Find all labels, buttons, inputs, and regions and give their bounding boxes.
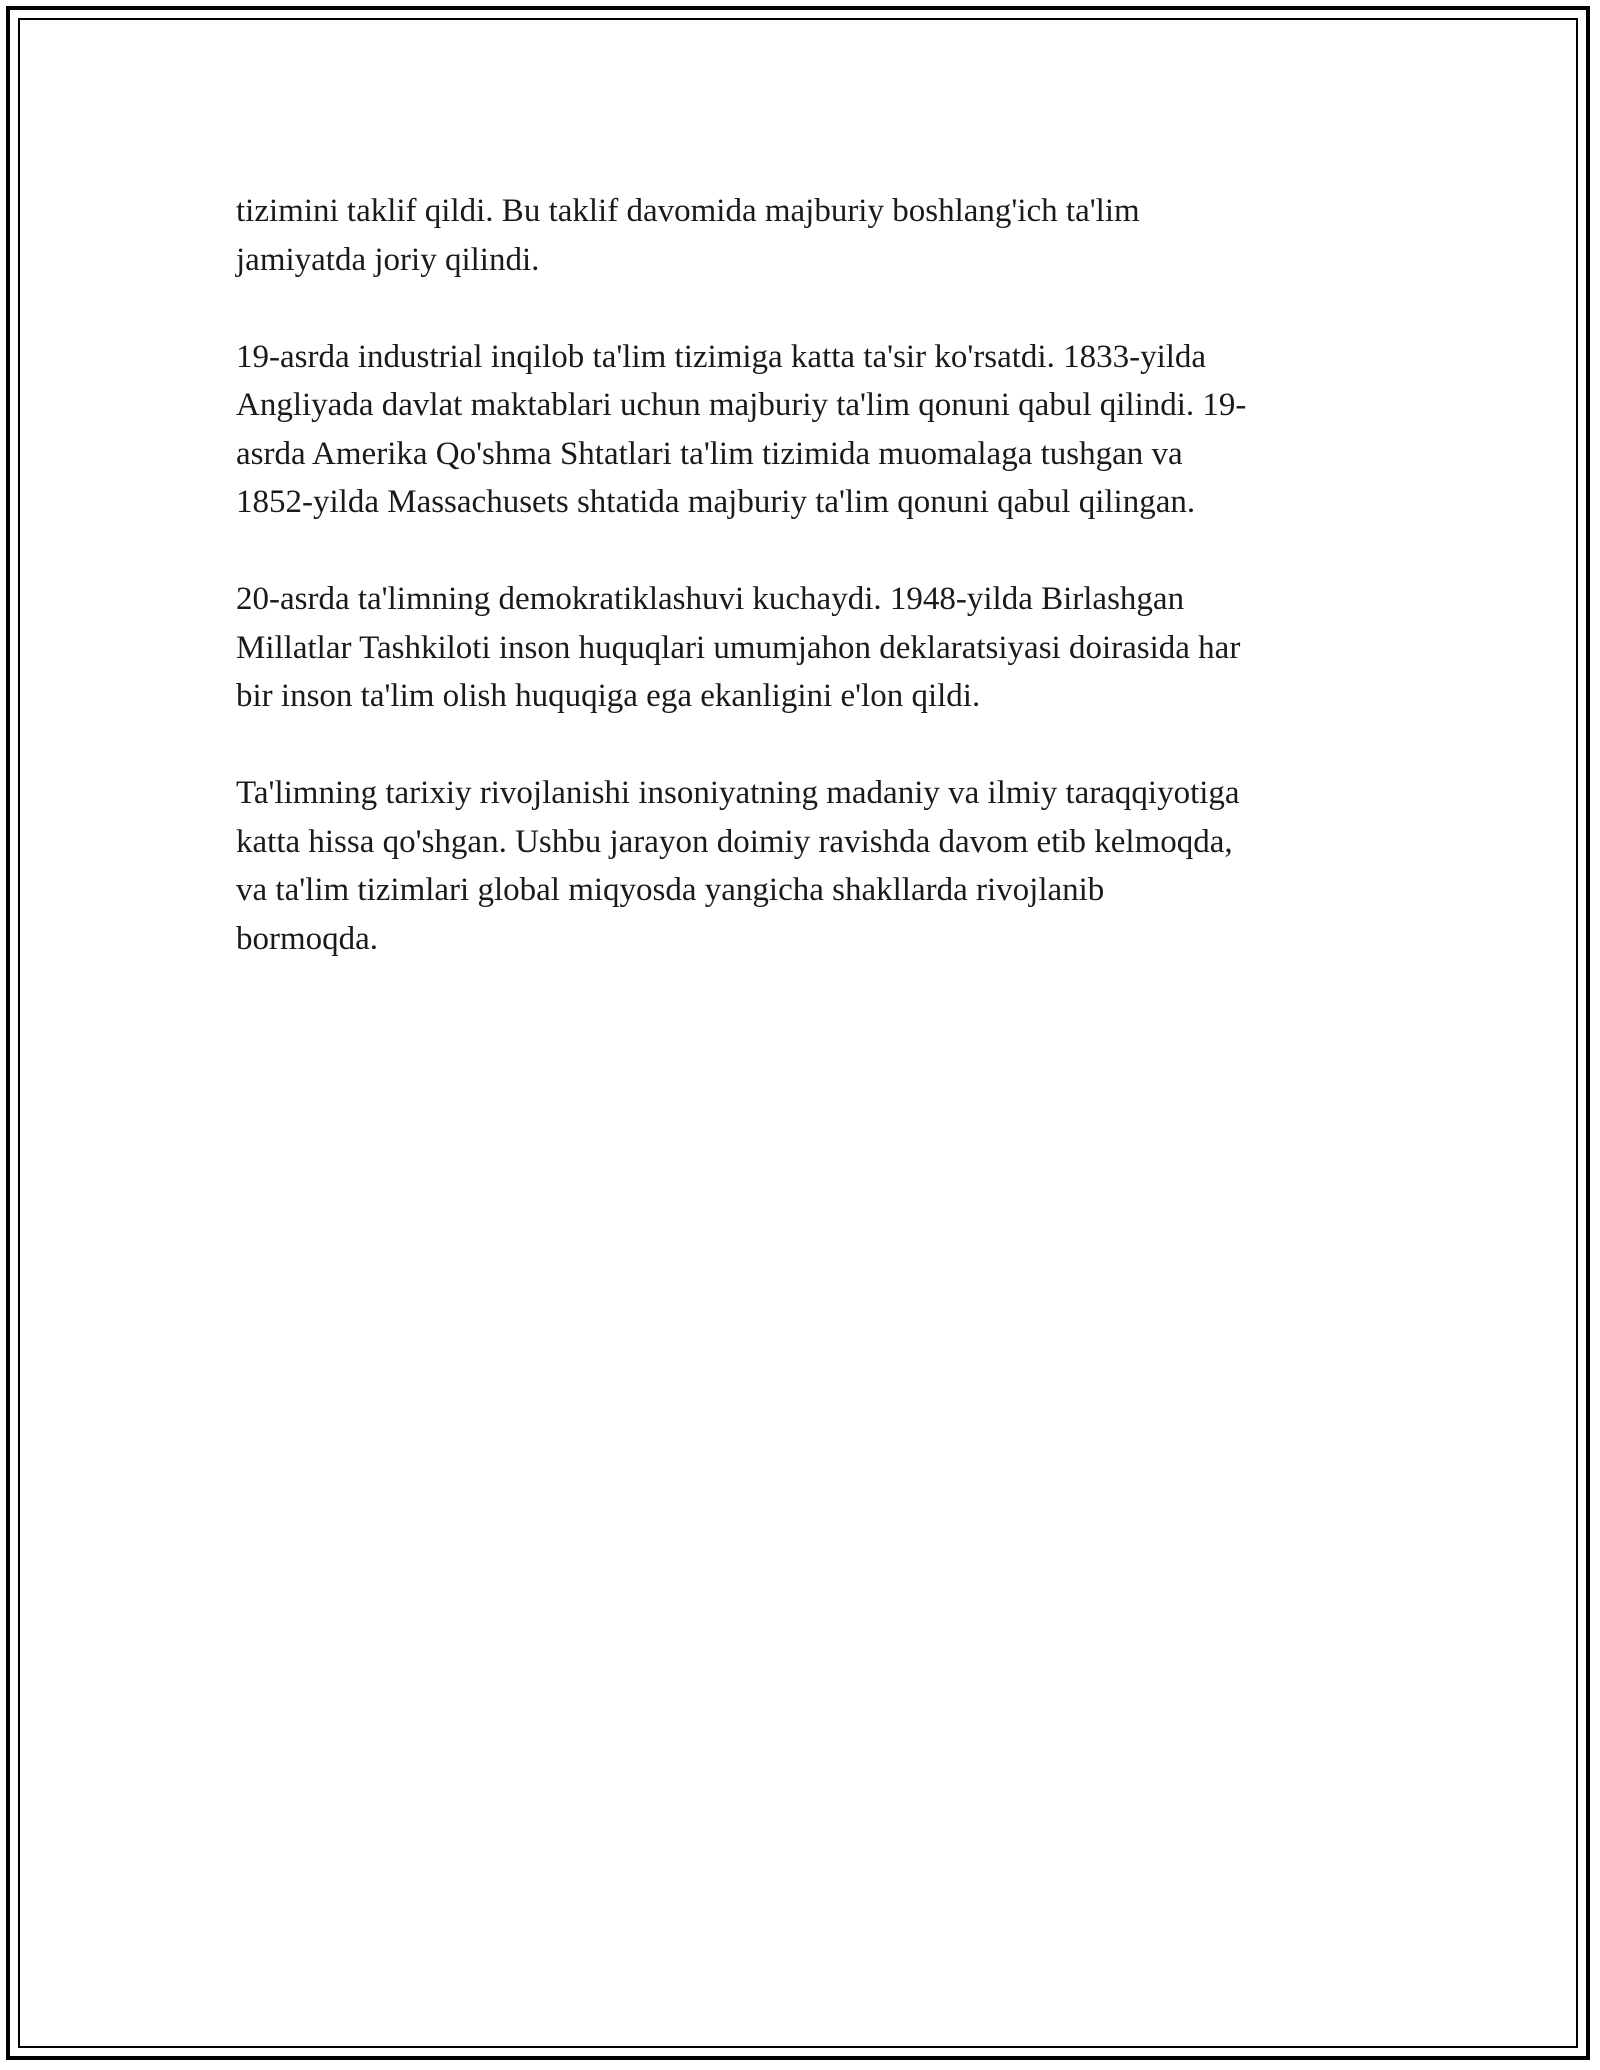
document-body: [236, 187, 1366, 1012]
paragraph-2: 19-asrda industrial inqilob ta'lim tizimiga katta ta'sir ko'rsatdi. 1833-yilda Angliyada davlat maktablari uchun majburiy ta'lim qonuni qabul qilindi. 19- asrda Amerika Qo'shma Shtatlari ta'lim tizimida muomalaga tushgan va 1852-yilda Massachusets shtatida majburiy ta'lim qonuni qabul qilingan.: [236, 338, 1247, 520]
paragraph-3: 20-asrda ta'limning demokratiklashuvi kuchaydi. 1948-yilda Birlashgan Millatlar Tashkiloti inson huquqlari umumjahon deklaratsiyasi doirasida har bir inson ta'lim olish huquqiga ega ekanligini e'lon qildi.: [236, 581, 1241, 714]
paragraph-4: Ta'limning tarixiy rivojlanishi insoniyatning madaniy va ilmiy taraqqiyotiga katta hissa qo'shgan. Ushbu jarayon doimiy ravishda davom etib kelmoqda, va ta'lim tizimlari global miqyosda yangicha shakllarda rivojlanib bormoqda.: [236, 775, 1240, 957]
paragraph-1: tizimini taklif qildi. Bu taklif davomida majburiy boshlang'ich ta'lim jamiyatda joriy qilindi.: [236, 193, 1140, 278]
